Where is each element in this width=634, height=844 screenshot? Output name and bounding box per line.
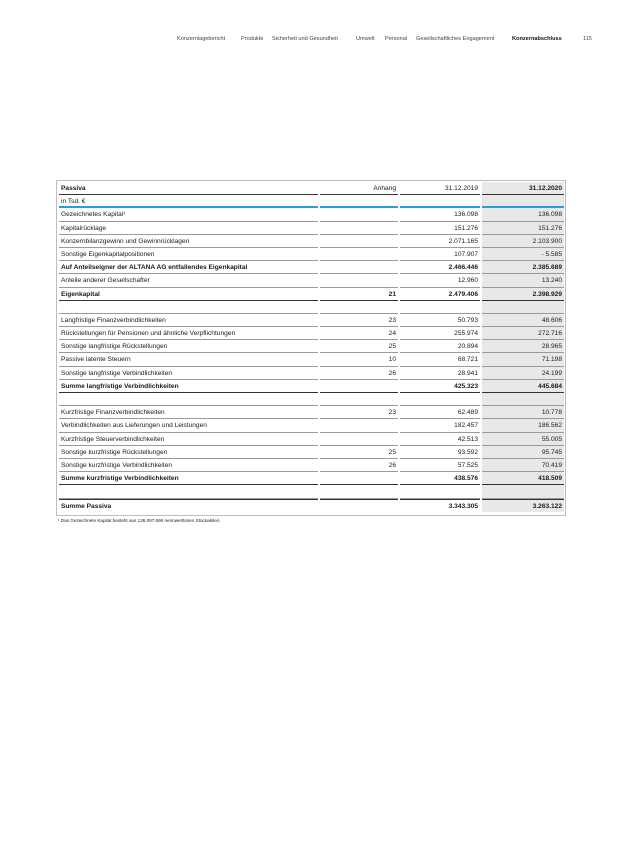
nav-item-sicherheit-und-gesundheit[interactable]: Sicherheit und Gesundheit: [272, 36, 338, 42]
footnote: ¹ Das Gezeichnete Kapital besteht aus 136.097.896 nennwertlosen Stückaktien.: [58, 518, 221, 523]
table-row: Sonstige Eigenkapitalpositionen 107.907 - 5.585: [59, 248, 564, 261]
unit-row: [59, 195, 564, 208]
header-2020: 31.12.2020: [482, 182, 564, 195]
table-row-total-shortterm: Summe kurzfristige Verbindlichkeiten 438.576 418.509: [59, 472, 564, 485]
table-row: Sonstige kurzfristige Rückstellungen 25 93.592 95.745: [59, 446, 564, 459]
nav-item-produkte[interactable]: Produkte: [241, 36, 264, 42]
table-row-total-longterm: Summe langfristige Verbindlichkeiten 425.323 445.684: [59, 380, 564, 393]
table-row-total-passiva: Summe Passiva 3.343.305 3.263.122: [59, 499, 564, 512]
table-row: Kurzfristige Finanzverbindlichkeiten 23 62.489 10.778: [59, 406, 564, 419]
table-row: Sonstige langfristige Rückstellungen 25 20.894 28.965: [59, 340, 564, 353]
table-row: Sonstige kurzfristige Verbindlichkeiten 26 57.525 70.419: [59, 459, 564, 472]
unit-label: in Tsd. €: [59, 195, 318, 208]
table-row: Sonstige langfristige Verbindlichkeiten 26 28.941 24.199: [59, 367, 564, 380]
table-row: Konzernbilanzgewinn und Gewinnrücklagen 2.071.165 2.103.900: [59, 235, 564, 248]
table-row: Langfristige Finanzverbindlichkeiten 23 50.793 48.606: [59, 314, 564, 327]
table-spacer-row: [59, 393, 564, 406]
top-navigation: [0, 36, 634, 48]
header-2019: 31.12.2019: [400, 182, 480, 195]
nav-item-gesellschaftliches-engagement[interactable]: Gesellschaftliches Engagement: [416, 36, 495, 42]
table-row: Gezeichnetes Kapital¹ 136.098 136.098: [59, 208, 564, 221]
page-number: 115: [583, 36, 592, 42]
nav-item-umwelt[interactable]: Umwelt: [356, 36, 375, 42]
header-anhang: Anhang: [320, 182, 398, 195]
table-row-total-equity: Eigenkapital 21 2.479.406 2.398.929: [59, 288, 564, 301]
nav-item-personal[interactable]: Personal: [385, 36, 408, 42]
table-row: Passive latente Steuern 10 68.721 71.198: [59, 353, 564, 366]
table-row: Verbindlichkeiten aus Lieferungen und Leistungen 182.457 186.562: [59, 419, 564, 432]
table-row: Anteile anderer Gesellschafter 12.960 13.240: [59, 274, 564, 287]
table-row: Rückstellungen für Pensionen und ähnliche Verpflichtungen 24 255.974 272.716: [59, 327, 564, 340]
balance-sheet-passiva-table: [59, 182, 564, 512]
header-passiva: Passiva: [59, 182, 318, 195]
nav-item-konzernlagebericht[interactable]: Konzernlagebericht: [177, 36, 226, 42]
table-row: Kurzfristige Steuerverbindlichkeiten 42.513 55.005: [59, 433, 564, 446]
table-spacer-row: [59, 301, 564, 314]
table-row-subtotal: Auf Anteilseigner der ALTANA AG entfallendes Eigenkapital 2.466.446 2.385.689: [59, 261, 564, 274]
table-header-row: [59, 182, 564, 195]
table-row: Kapitalrücklage 151.276 151.276: [59, 222, 564, 235]
nav-item-konzernabschluss[interactable]: Konzernabschluss: [512, 36, 562, 42]
table-spacer-row: [59, 485, 564, 498]
